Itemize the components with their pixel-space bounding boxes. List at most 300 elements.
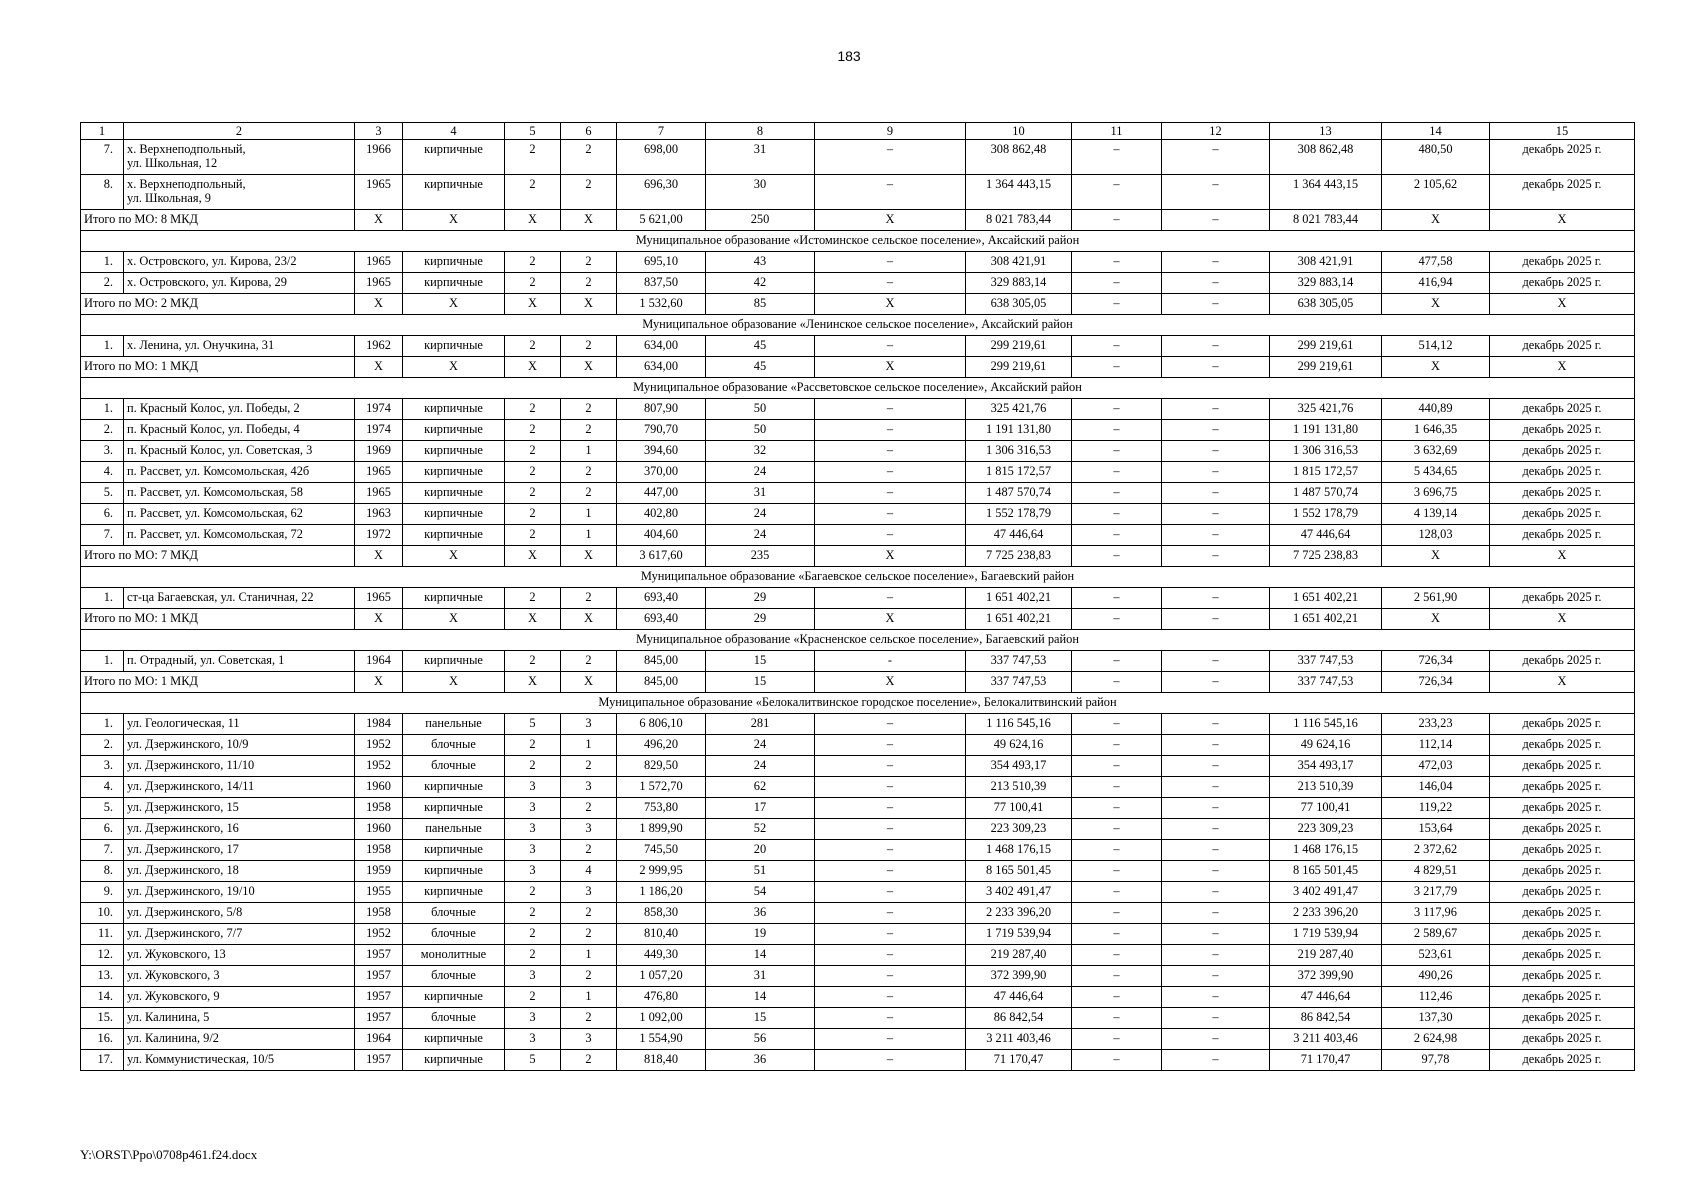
cell-c6: 2 <box>561 140 617 175</box>
total-c7: 3 617,60 <box>617 546 706 567</box>
cell-c9: – <box>815 273 966 294</box>
cell-c4: кирпичные <box>403 882 505 903</box>
cell-c14: 2 372,62 <box>1382 840 1490 861</box>
row-number: 7. <box>81 525 124 546</box>
cell-c12: – <box>1162 945 1270 966</box>
cell-c13: 299 219,61 <box>1270 336 1382 357</box>
cell-c13: 325 421,76 <box>1270 399 1382 420</box>
cell-c7: 698,00 <box>617 140 706 175</box>
cell-c13: 372 399,90 <box>1270 966 1382 987</box>
total-c12: – <box>1162 210 1270 231</box>
total-c11: – <box>1072 210 1162 231</box>
row-number: 4. <box>81 462 124 483</box>
cell-c8: 15 <box>706 651 815 672</box>
footer-file-path: Y:\ORST\Ppo\0708p461.f24.docx <box>80 1147 258 1162</box>
cell-c5: 2 <box>505 882 561 903</box>
cell-c15: декабрь 2025 г. <box>1490 1050 1635 1071</box>
total-c6: X <box>561 546 617 567</box>
cell-c6: 2 <box>561 462 617 483</box>
cell-c4: кирпичные <box>403 483 505 504</box>
cell-c4: кирпичные <box>403 1029 505 1050</box>
cell-c13: 329 883,14 <box>1270 273 1382 294</box>
cell-c12: – <box>1162 819 1270 840</box>
total-c9: X <box>815 672 966 693</box>
cell-c4: кирпичные <box>403 462 505 483</box>
address-cell: ул. Калинина, 9/2 <box>124 1029 355 1050</box>
cell-c15: декабрь 2025 г. <box>1490 945 1635 966</box>
address-cell: ул. Жуковского, 3 <box>124 966 355 987</box>
total-label: Итого по МО: 1 МКД <box>81 609 355 630</box>
cell-c4: блочные <box>403 924 505 945</box>
table-row <box>81 273 1635 294</box>
address-cell: п. Рассвет, ул. Комсомольская, 58 <box>124 483 355 504</box>
cell-c13: 354 493,17 <box>1270 756 1382 777</box>
column-number-15: 15 <box>1490 123 1635 140</box>
total-c3: X <box>355 357 403 378</box>
cell-c13: 1 364 443,15 <box>1270 175 1382 210</box>
cell-c12: – <box>1162 777 1270 798</box>
column-number-5: 5 <box>505 123 561 140</box>
cell-c13: 1 815 172,57 <box>1270 462 1382 483</box>
total-c12: – <box>1162 672 1270 693</box>
cell-c3: 1965 <box>355 462 403 483</box>
cell-c14: 523,61 <box>1382 945 1490 966</box>
cell-c11: – <box>1072 966 1162 987</box>
cell-c7: 1 554,90 <box>617 1029 706 1050</box>
cell-c15: декабрь 2025 г. <box>1490 525 1635 546</box>
total-c13: 337 747,53 <box>1270 672 1382 693</box>
cell-c13: 49 624,16 <box>1270 735 1382 756</box>
cell-c11: – <box>1072 924 1162 945</box>
total-c10: 638 305,05 <box>966 294 1072 315</box>
cell-c3: 1963 <box>355 504 403 525</box>
cell-c10: 337 747,53 <box>966 651 1072 672</box>
cell-c7: 394,60 <box>617 441 706 462</box>
address-cell: х. Верхнеподпольный, ул. Школьная, 12 <box>124 140 355 175</box>
total-c13: 7 725 238,83 <box>1270 546 1382 567</box>
total-c9: X <box>815 294 966 315</box>
cell-c4: блочные <box>403 735 505 756</box>
cell-c5: 2 <box>505 924 561 945</box>
row-number: 5. <box>81 798 124 819</box>
address-cell: п. Рассвет, ул. Комсомольская, 62 <box>124 504 355 525</box>
cell-c9: – <box>815 777 966 798</box>
address-cell: ул. Калинина, 5 <box>124 1008 355 1029</box>
cell-c12: – <box>1162 483 1270 504</box>
cell-c14: 3 696,75 <box>1382 483 1490 504</box>
cell-c14: 112,46 <box>1382 987 1490 1008</box>
cell-c15: декабрь 2025 г. <box>1490 714 1635 735</box>
address-cell: ул. Жуковского, 13 <box>124 945 355 966</box>
cell-c13: 86 842,54 <box>1270 1008 1382 1029</box>
address-cell: п. Отрадный, ул. Советская, 1 <box>124 651 355 672</box>
cell-c14: 153,64 <box>1382 819 1490 840</box>
cell-c15: декабрь 2025 г. <box>1490 399 1635 420</box>
cell-c11: – <box>1072 903 1162 924</box>
row-number: 6. <box>81 819 124 840</box>
cell-c3: 1957 <box>355 1008 403 1029</box>
cell-c14: 514,12 <box>1382 336 1490 357</box>
cell-c5: 2 <box>505 399 561 420</box>
cell-c8: 52 <box>706 819 815 840</box>
total-c15: X <box>1490 210 1635 231</box>
total-c5: X <box>505 294 561 315</box>
total-c8: 85 <box>706 294 815 315</box>
row-number: 17. <box>81 1050 124 1071</box>
total-c6: X <box>561 357 617 378</box>
total-c13: 299 219,61 <box>1270 357 1382 378</box>
cell-c13: 3 402 491,47 <box>1270 882 1382 903</box>
cell-c10: 1 651 402,21 <box>966 588 1072 609</box>
cell-c10: 299 219,61 <box>966 336 1072 357</box>
cell-c5: 2 <box>505 945 561 966</box>
cell-c5: 3 <box>505 819 561 840</box>
cell-c7: 810,40 <box>617 924 706 945</box>
column-number-1: 1 <box>81 123 124 140</box>
column-number-9: 9 <box>815 123 966 140</box>
table-row <box>81 1050 1635 1071</box>
cell-c14: 3 632,69 <box>1382 441 1490 462</box>
cell-c15: декабрь 2025 г. <box>1490 819 1635 840</box>
cell-c13: 337 747,53 <box>1270 651 1382 672</box>
table-row <box>81 504 1635 525</box>
cell-c9: – <box>815 945 966 966</box>
cell-c4: кирпичные <box>403 175 505 210</box>
cell-c11: – <box>1072 462 1162 483</box>
table-row <box>81 651 1635 672</box>
address-cell: ул. Дзержинского, 18 <box>124 861 355 882</box>
row-number: 9. <box>81 882 124 903</box>
cell-c11: – <box>1072 651 1162 672</box>
cell-c7: 818,40 <box>617 1050 706 1071</box>
total-c3: X <box>355 546 403 567</box>
cell-c6: 2 <box>561 651 617 672</box>
cell-c12: – <box>1162 1008 1270 1029</box>
cell-c12: – <box>1162 588 1270 609</box>
table-row <box>81 483 1635 504</box>
total-c10: 8 021 783,44 <box>966 210 1072 231</box>
cell-c9: – <box>815 336 966 357</box>
cell-c5: 2 <box>505 588 561 609</box>
column-number-7: 7 <box>617 123 706 140</box>
total-c8: 15 <box>706 672 815 693</box>
column-number-3: 3 <box>355 123 403 140</box>
cell-c10: 325 421,76 <box>966 399 1072 420</box>
total-c14: X <box>1382 357 1490 378</box>
table-row <box>81 1029 1635 1050</box>
municipality-row <box>81 630 1635 651</box>
table-row <box>81 714 1635 735</box>
cell-c8: 42 <box>706 273 815 294</box>
total-c6: X <box>561 210 617 231</box>
table-row <box>81 798 1635 819</box>
cell-c4: кирпичные <box>403 140 505 175</box>
cell-c9: – <box>815 252 966 273</box>
cell-c8: 24 <box>706 462 815 483</box>
row-number: 6. <box>81 504 124 525</box>
cell-c15: декабрь 2025 г. <box>1490 1008 1635 1029</box>
column-number-8: 8 <box>706 123 815 140</box>
table-row <box>81 336 1635 357</box>
cell-c15: декабрь 2025 г. <box>1490 966 1635 987</box>
cell-c7: 807,90 <box>617 399 706 420</box>
cell-c12: – <box>1162 441 1270 462</box>
cell-c3: 1962 <box>355 336 403 357</box>
municipality-title: Муниципальное образование «Истоминское сельское поселение», Аксайский район <box>81 231 1635 252</box>
row-number: 11. <box>81 924 124 945</box>
column-number-11: 11 <box>1072 123 1162 140</box>
cell-c11: – <box>1072 819 1162 840</box>
total-c6: X <box>561 672 617 693</box>
municipality-row <box>81 231 1635 252</box>
cell-c4: кирпичные <box>403 651 505 672</box>
cell-c12: – <box>1162 861 1270 882</box>
cell-c5: 2 <box>505 651 561 672</box>
cell-c5: 3 <box>505 777 561 798</box>
row-number: 13. <box>81 966 124 987</box>
total-label: Итого по МО: 2 МКД <box>81 294 355 315</box>
total-c5: X <box>505 357 561 378</box>
table-body <box>81 140 1635 1071</box>
total-c3: X <box>355 672 403 693</box>
cell-c15: декабрь 2025 г. <box>1490 504 1635 525</box>
cell-c15: декабрь 2025 г. <box>1490 861 1635 882</box>
cell-c10: 1 719 539,94 <box>966 924 1072 945</box>
cell-c3: 1984 <box>355 714 403 735</box>
cell-c7: 845,00 <box>617 651 706 672</box>
cell-c11: – <box>1072 525 1162 546</box>
cell-c5: 2 <box>505 903 561 924</box>
cell-c4: кирпичные <box>403 252 505 273</box>
cell-c9: – <box>815 861 966 882</box>
cell-c8: 30 <box>706 175 815 210</box>
cell-c14: 2 589,67 <box>1382 924 1490 945</box>
cell-c6: 1 <box>561 735 617 756</box>
header-row <box>81 123 1635 140</box>
total-c4: X <box>403 357 505 378</box>
cell-c3: 1966 <box>355 140 403 175</box>
cell-c15: декабрь 2025 г. <box>1490 651 1635 672</box>
cell-c14: 472,03 <box>1382 756 1490 777</box>
cell-c10: 8 165 501,45 <box>966 861 1072 882</box>
cell-c7: 634,00 <box>617 336 706 357</box>
cell-c10: 2 233 396,20 <box>966 903 1072 924</box>
row-number: 5. <box>81 483 124 504</box>
table-row <box>81 735 1635 756</box>
cell-c8: 17 <box>706 798 815 819</box>
cell-c9: – <box>815 735 966 756</box>
cell-c6: 1 <box>561 987 617 1008</box>
cell-c15: декабрь 2025 г. <box>1490 175 1635 210</box>
cell-c6: 2 <box>561 798 617 819</box>
cell-c8: 50 <box>706 399 815 420</box>
table-row <box>81 819 1635 840</box>
cell-c8: 36 <box>706 1050 815 1071</box>
cell-c8: 281 <box>706 714 815 735</box>
row-number: 1. <box>81 399 124 420</box>
cell-c15: декабрь 2025 г. <box>1490 735 1635 756</box>
cell-c6: 4 <box>561 861 617 882</box>
column-number-10: 10 <box>966 123 1072 140</box>
cell-c3: 1958 <box>355 903 403 924</box>
municipality-title: Муниципальное образование «Красненское сельское поселение», Багаевский район <box>81 630 1635 651</box>
cell-c7: 790,70 <box>617 420 706 441</box>
cell-c10: 1 552 178,79 <box>966 504 1072 525</box>
cell-c7: 1 092,00 <box>617 1008 706 1029</box>
cell-c8: 24 <box>706 735 815 756</box>
cell-c10: 49 624,16 <box>966 735 1072 756</box>
cell-c10: 1 191 131,80 <box>966 420 1072 441</box>
address-cell: ул. Жуковского, 9 <box>124 987 355 1008</box>
cell-c3: 1964 <box>355 1029 403 1050</box>
total-c10: 299 219,61 <box>966 357 1072 378</box>
cell-c10: 47 446,64 <box>966 525 1072 546</box>
cell-c3: 1974 <box>355 420 403 441</box>
cell-c12: – <box>1162 966 1270 987</box>
cell-c12: – <box>1162 1029 1270 1050</box>
cell-c9: – <box>815 525 966 546</box>
cell-c14: 440,89 <box>1382 399 1490 420</box>
cell-c8: 24 <box>706 525 815 546</box>
row-number: 1. <box>81 714 124 735</box>
total-c9: X <box>815 210 966 231</box>
cell-c10: 223 309,23 <box>966 819 1072 840</box>
cell-c13: 3 211 403,46 <box>1270 1029 1382 1050</box>
address-cell: х. Островского, ул. Кирова, 23/2 <box>124 252 355 273</box>
cell-c6: 2 <box>561 252 617 273</box>
cell-c7: 1 057,20 <box>617 966 706 987</box>
address-cell: ул. Дзержинского, 5/8 <box>124 903 355 924</box>
cell-c4: кирпичные <box>403 987 505 1008</box>
row-number: 8. <box>81 861 124 882</box>
cell-c3: 1952 <box>355 756 403 777</box>
cell-c3: 1957 <box>355 1050 403 1071</box>
cell-c9: – <box>815 840 966 861</box>
total-c14: X <box>1382 546 1490 567</box>
cell-c8: 14 <box>706 945 815 966</box>
cell-c5: 3 <box>505 1029 561 1050</box>
cell-c7: 404,60 <box>617 525 706 546</box>
cell-c11: – <box>1072 1050 1162 1071</box>
cell-c5: 2 <box>505 273 561 294</box>
cell-c8: 15 <box>706 1008 815 1029</box>
cell-c10: 3 402 491,47 <box>966 882 1072 903</box>
total-c4: X <box>403 546 505 567</box>
cell-c7: 696,30 <box>617 175 706 210</box>
cell-c11: – <box>1072 714 1162 735</box>
cell-c15: декабрь 2025 г. <box>1490 903 1635 924</box>
cell-c9: – <box>815 175 966 210</box>
address-cell: ул. Дзержинского, 15 <box>124 798 355 819</box>
table-row <box>81 777 1635 798</box>
cell-c5: 2 <box>505 175 561 210</box>
total-c15: X <box>1490 546 1635 567</box>
cell-c8: 31 <box>706 483 815 504</box>
total-c5: X <box>505 546 561 567</box>
cell-c13: 47 446,64 <box>1270 987 1382 1008</box>
cell-c5: 2 <box>505 336 561 357</box>
address-cell: п. Красный Колос, ул. Советская, 3 <box>124 441 355 462</box>
cell-c4: кирпичные <box>403 525 505 546</box>
cell-c6: 3 <box>561 714 617 735</box>
cell-c9: – <box>815 924 966 945</box>
cell-c7: 449,30 <box>617 945 706 966</box>
cell-c10: 1 116 545,16 <box>966 714 1072 735</box>
total-c9: X <box>815 609 966 630</box>
cell-c9: - <box>815 651 966 672</box>
cell-c12: – <box>1162 987 1270 1008</box>
cell-c5: 2 <box>505 462 561 483</box>
address-cell: ул. Дзержинского, 7/7 <box>124 924 355 945</box>
cell-c5: 2 <box>505 987 561 1008</box>
cell-c8: 45 <box>706 336 815 357</box>
cell-c15: декабрь 2025 г. <box>1490 140 1635 175</box>
cell-c11: – <box>1072 756 1162 777</box>
cell-c8: 29 <box>706 588 815 609</box>
cell-c13: 1 719 539,94 <box>1270 924 1382 945</box>
address-cell: п. Красный Колос, ул. Победы, 4 <box>124 420 355 441</box>
table-row <box>81 756 1635 777</box>
cell-c13: 1 651 402,21 <box>1270 588 1382 609</box>
total-c12: – <box>1162 294 1270 315</box>
cell-c3: 1965 <box>355 252 403 273</box>
cell-c15: декабрь 2025 г. <box>1490 924 1635 945</box>
cell-c7: 2 999,95 <box>617 861 706 882</box>
cell-c5: 2 <box>505 504 561 525</box>
cell-c7: 476,80 <box>617 987 706 1008</box>
row-number: 1. <box>81 252 124 273</box>
cell-c13: 1 468 176,15 <box>1270 840 1382 861</box>
row-number: 3. <box>81 756 124 777</box>
cell-c6: 3 <box>561 1029 617 1050</box>
cell-c7: 6 806,10 <box>617 714 706 735</box>
cell-c3: 1957 <box>355 966 403 987</box>
cell-c14: 137,30 <box>1382 1008 1490 1029</box>
cell-c4: кирпичные <box>403 336 505 357</box>
cell-c3: 1959 <box>355 861 403 882</box>
cell-c11: – <box>1072 420 1162 441</box>
cell-c11: – <box>1072 798 1162 819</box>
cell-c15: декабрь 2025 г. <box>1490 882 1635 903</box>
cell-c12: – <box>1162 462 1270 483</box>
cell-c8: 31 <box>706 140 815 175</box>
cell-c3: 1958 <box>355 840 403 861</box>
cell-c8: 62 <box>706 777 815 798</box>
cell-c5: 5 <box>505 714 561 735</box>
cell-c15: декабрь 2025 г. <box>1490 336 1635 357</box>
cell-c8: 50 <box>706 420 815 441</box>
cell-c9: – <box>815 714 966 735</box>
cell-c3: 1955 <box>355 882 403 903</box>
cell-c10: 372 399,90 <box>966 966 1072 987</box>
address-cell: п. Рассвет, ул. Комсомольская, 42б <box>124 462 355 483</box>
address-cell: ул. Геологическая, 11 <box>124 714 355 735</box>
row-number: 15. <box>81 1008 124 1029</box>
cell-c4: панельные <box>403 819 505 840</box>
cell-c9: – <box>815 420 966 441</box>
row-number: 8. <box>81 175 124 210</box>
table-row <box>81 924 1635 945</box>
cell-c13: 47 446,64 <box>1270 525 1382 546</box>
cell-c6: 3 <box>561 819 617 840</box>
address-cell: ул. Коммунистическая, 10/5 <box>124 1050 355 1071</box>
cell-c12: – <box>1162 175 1270 210</box>
table-row <box>81 945 1635 966</box>
cell-c13: 1 487 570,74 <box>1270 483 1382 504</box>
cell-c3: 1965 <box>355 273 403 294</box>
cell-c7: 402,80 <box>617 504 706 525</box>
municipality-row <box>81 378 1635 399</box>
